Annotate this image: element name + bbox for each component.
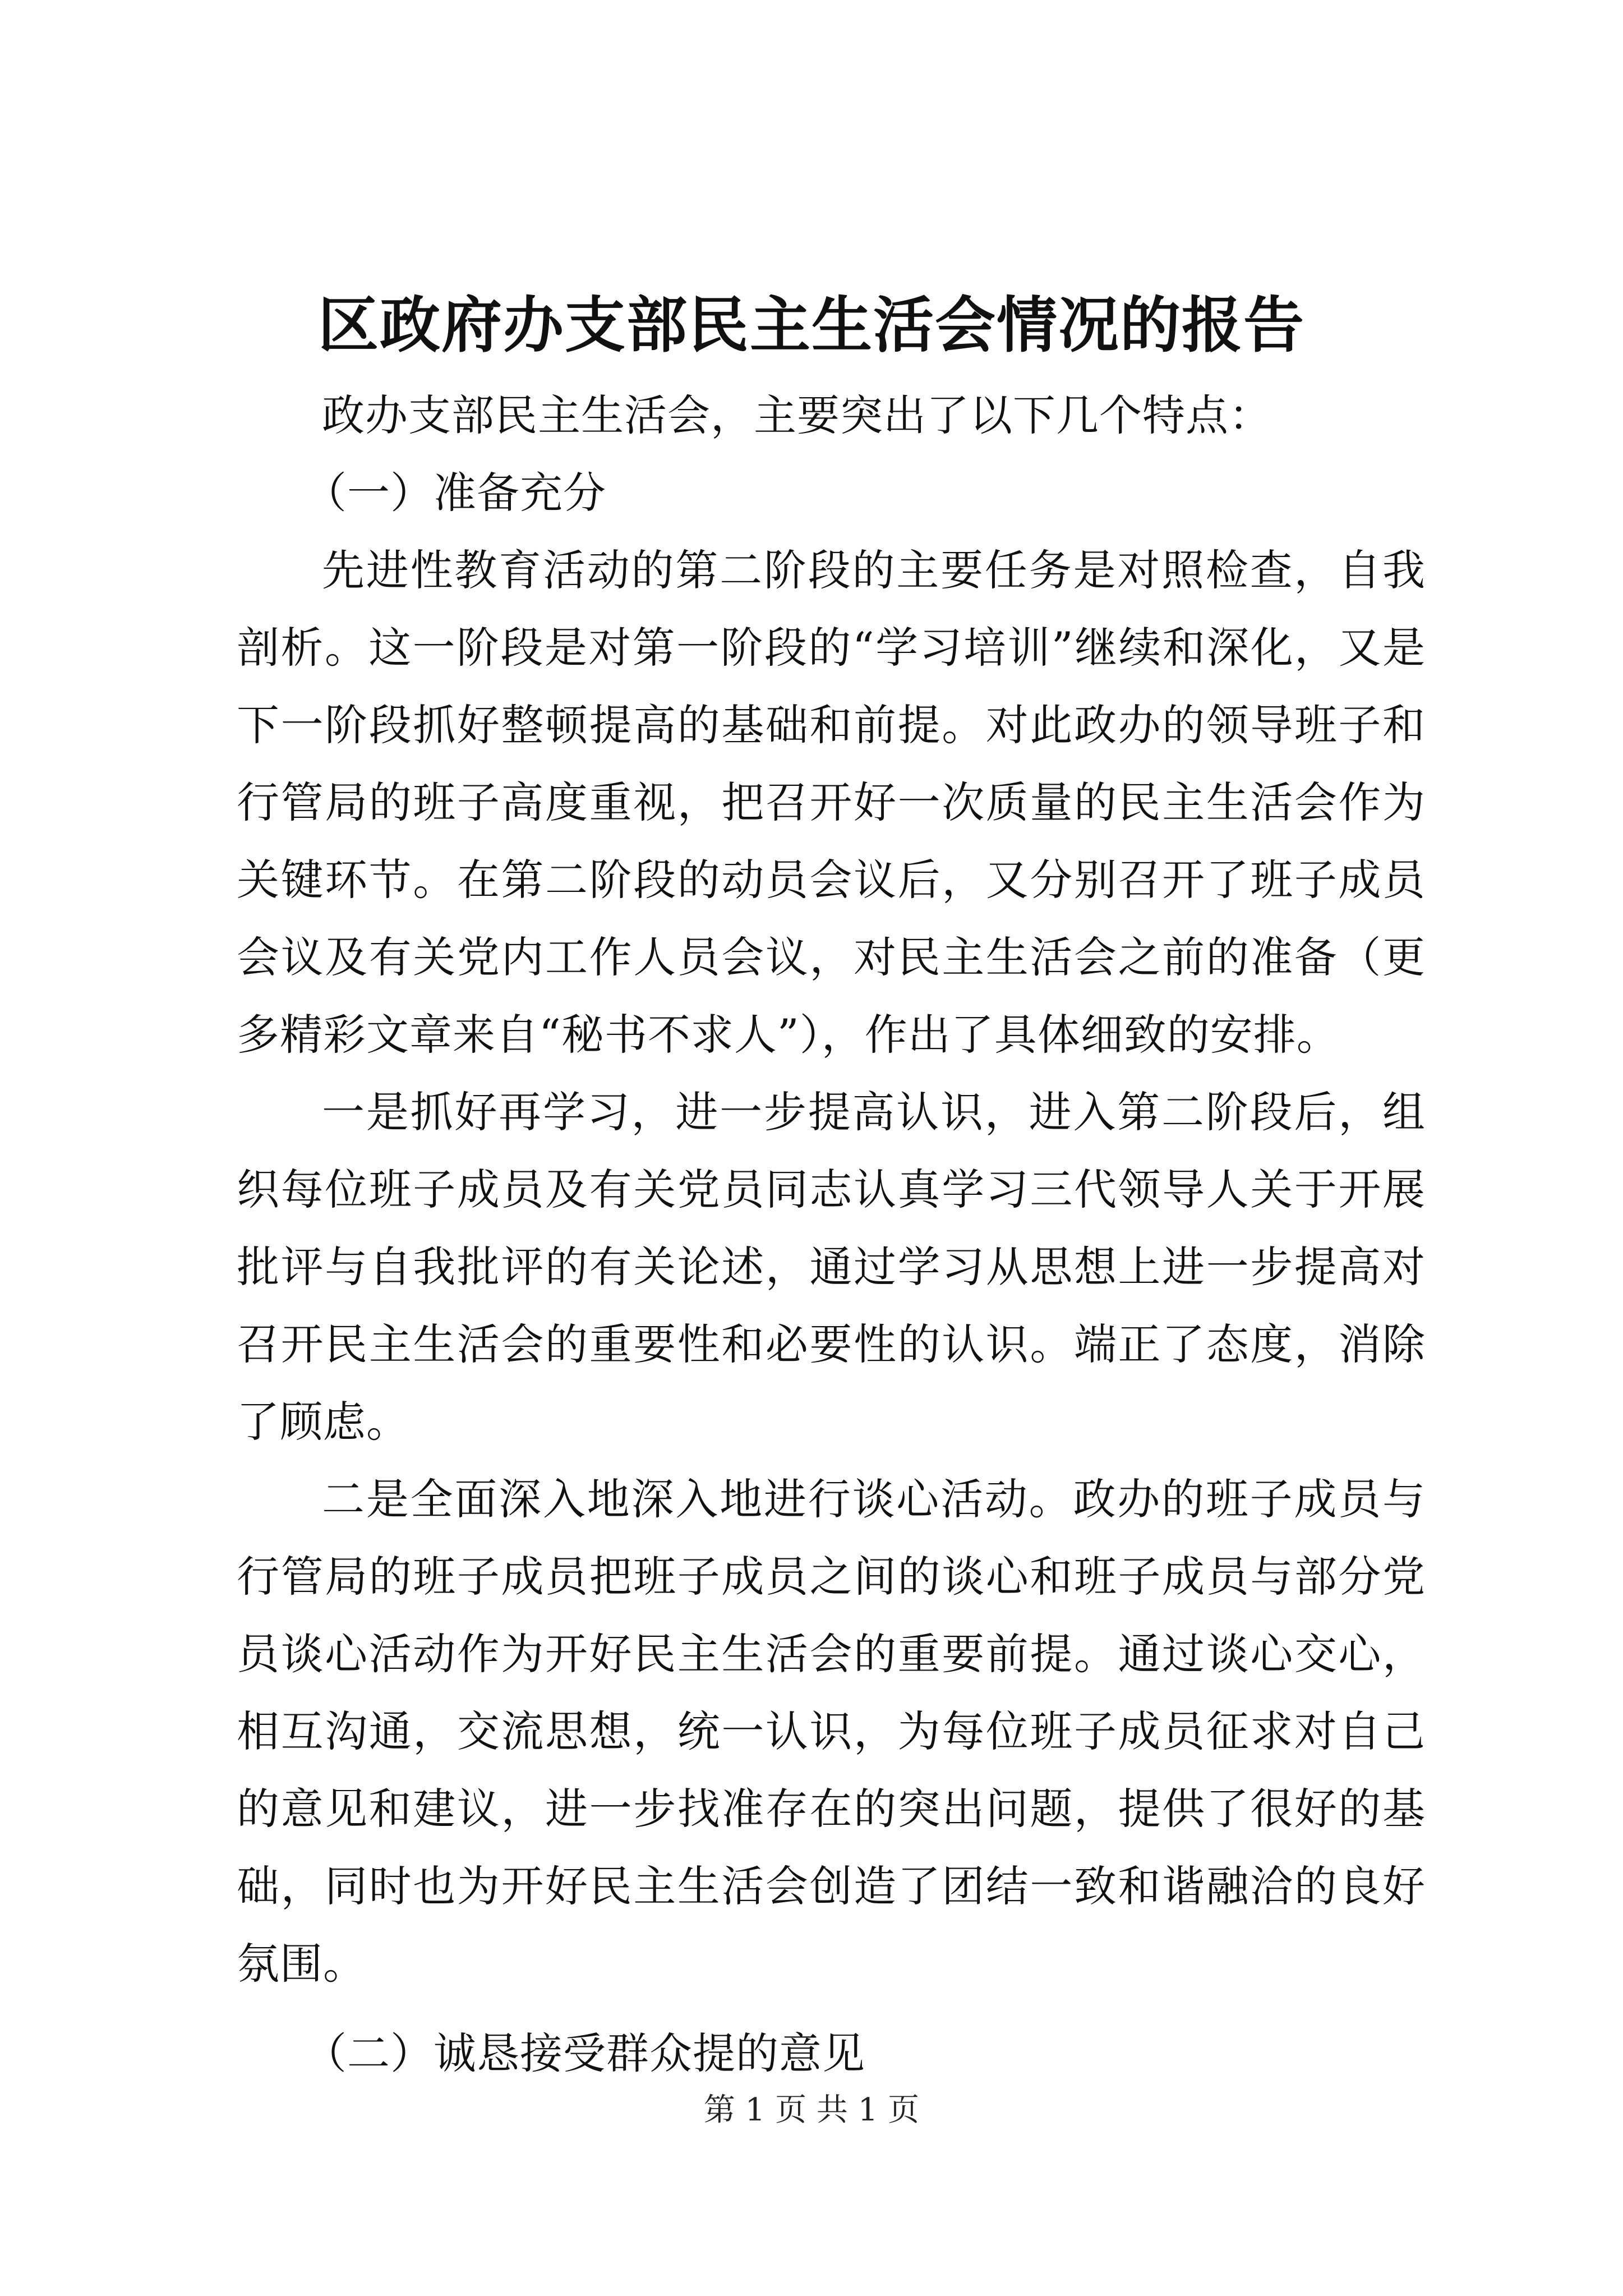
section-heading-preparation: （一）准备充分 (304, 468, 606, 518)
paragraph-intro: 政办支部民主生活会，主要突出了以下几个特点： (322, 390, 1272, 440)
document-body (237, 377, 1426, 2092)
paragraph-stage-two: 先进性教育活动的第二阶段的主要任务是对照检查，自我剖析。这一阶段是对第一阶段的“学习培训”继续和深化，又是下一阶段抓好整顿提高的基础和前提。对此政办的领导班子和行管局的班子高度重视，把召开好一次质量的民主生活会作为关键环节。在第二阶段的动员会议后，又分别召开了班子成员会议及有关党内工作人员会议，对民主生活会之前的准备（更多精彩文章来自“秘书不求人”），作出了具体细致的安排。 (237, 545, 1426, 1060)
page-footer: 第 1 页 共 1 页 (703, 2092, 920, 2128)
paragraph-study: 一是抓好再学习，进一步提高认识，进入第二阶段后，组织每位班子成员及有关党员同志认真学习三代领导人关于开展批评与自我批评的有关论述，通过学习从思想上进一步提高对召开民主生活会的重要性和必要性的认识。端正了态度，消除了顾虑。 (237, 1087, 1426, 1447)
paragraph-heart-to-heart: 二是全面深入地深入地进行谈心活动。政办的班子成员与行管局的班子成员把班子成员之间的谈心和班子成员与部分党员谈心活动作为开好民主生活会的重要前提。通过谈心交心，相互沟通，交流思想，统一认识，为每位班子成员征求对自己的意见和建议，进一步找准存在的突出问题，提供了很好的基础，同时也为开好民主生活会创造了团结一致和谐融洽的良好氛围。 (237, 1474, 1426, 1989)
document-title: 区政府办支部民主生活会情况的报告 (317, 290, 1305, 361)
section-heading-opinions: （二）诚恳接受群众提的意见 (304, 2028, 865, 2078)
